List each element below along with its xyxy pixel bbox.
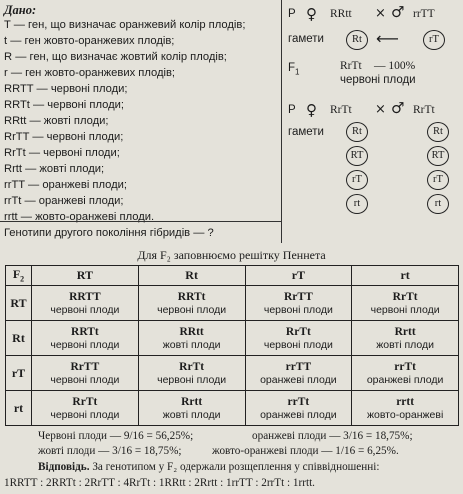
answer-ratio: 1RRTT : 2RRTt : 2RrTT : 4RrTt : 1RRtt : 2Rrtt : 1rrTT : 2rrTt : 1rrtt. <box>4 477 315 489</box>
table-row <box>6 356 459 391</box>
given-line: RRtt — жовті плоди; <box>4 115 109 127</box>
gamete-circle: rT <box>346 170 368 190</box>
given-section <box>0 0 282 243</box>
f1-genotype: RrTt <box>340 60 362 72</box>
cross-symbol: × <box>375 6 386 21</box>
punnett-cell: rrTt оранжеві плоди <box>352 356 459 391</box>
gametes-label: гамети <box>288 126 324 138</box>
result-yellow: жовті плоди — 3/16 = 18,75%; <box>38 445 182 457</box>
given-line: RrTT — червоні плоди; <box>4 131 124 143</box>
result-red: Червоні плоди — 9/16 = 56,25%; <box>38 430 194 442</box>
given-line: rrtt — жовто-оранжеві плоди. <box>4 211 155 223</box>
given-title: Дано: <box>4 3 37 17</box>
row-gamete: RT <box>6 286 32 321</box>
punnett-cell: RrTT червоні плоди <box>32 356 139 391</box>
given-line: Rrtt — жовті плоди; <box>4 163 105 175</box>
gamete-circle: Rt <box>346 30 368 50</box>
punnett-cell: RrTt червоні плоди <box>245 321 352 356</box>
given-line: RRTT — червоні плоди; <box>4 83 128 95</box>
punnett-cell: rrTT оранжеві плоди <box>245 356 352 391</box>
punnett-square <box>5 265 459 426</box>
given-line: t — ген жовто-оранжевих плодів; <box>4 35 175 47</box>
f1-phenotype: червоні плоди <box>340 74 416 86</box>
cross-symbol: × <box>375 102 386 117</box>
answer-line <box>38 461 379 473</box>
male-symbol-icon: ♂ <box>391 99 405 117</box>
parents-label: P <box>288 8 296 20</box>
punnett-cell: rrtt жовто-оранжеві <box>352 391 459 426</box>
given-line: rrTt — оранжеві плоди; <box>4 195 124 207</box>
column-gamete: rT <box>245 266 352 286</box>
punnett-cell: RRTt червоні плоди <box>138 286 245 321</box>
punnett-cell: rrTt оранжеві плоди <box>245 391 352 426</box>
given-line: R — ген, що визначає жовтий колір плодів; <box>4 51 227 63</box>
given-question: Генотипи другого покоління гібридів — ? <box>4 227 214 239</box>
given-line: rrTT — оранжеві плоди; <box>4 179 127 191</box>
gamete-circle: rt <box>427 194 449 214</box>
given-line: T — ген, що визначає оранжевий колір плодів; <box>4 19 246 31</box>
given-divider <box>0 221 282 222</box>
parent-female-genotype: RRtt <box>330 8 352 20</box>
punnett-cell: RrTt червоні плоди <box>32 391 139 426</box>
parent-male-genotype: RrTt <box>413 104 435 116</box>
gamete-circle: RT <box>346 146 368 166</box>
given-line: RRTt — червоні плоди; <box>4 99 124 111</box>
answer-label: Відповідь. <box>38 461 90 473</box>
punnett-cell: RrTt червоні плоди <box>138 356 245 391</box>
given-line: RrTt — червоні плоди; <box>4 147 120 159</box>
parents-label: P <box>288 104 296 116</box>
parent-male-genotype: rrTT <box>413 8 435 20</box>
corner-cell: $F_2$ <box>6 266 32 286</box>
given-line: r — ген жовто-оранжевих плодів; <box>4 67 176 79</box>
punnett-cell: RrTt червоні плоди <box>352 286 459 321</box>
column-gamete: rt <box>352 266 459 286</box>
punnett-cell: RRTt червоні плоди <box>32 321 139 356</box>
gamete-circle: rt <box>346 194 368 214</box>
punnett-cell: RRtt жовті плоди <box>138 321 245 356</box>
header-row <box>6 266 459 286</box>
table-row <box>6 321 459 356</box>
f1-percent: — 100% <box>374 60 416 72</box>
answer-text: За генотипом у F₂ одержали розщеплення у співвідношенні: <box>89 461 380 473</box>
column-gamete: Rt <box>138 266 245 286</box>
parent-female-genotype: RrTt <box>330 104 352 116</box>
arrow-left-icon: ⟵ <box>376 29 399 48</box>
gametes-label: гамети <box>288 33 324 45</box>
female-symbol-icon: ♀ <box>306 5 317 23</box>
row-gamete: Rt <box>6 321 32 356</box>
punnett-cell: RrTT червоні плоди <box>245 286 352 321</box>
result-orange: оранжеві плоди — 3/16 = 18,75%; <box>252 430 413 442</box>
column-gamete: RT <box>32 266 139 286</box>
punnett-cell: Rrtt жовті плоди <box>352 321 459 356</box>
female-symbol-icon: ♀ <box>306 101 317 119</box>
table-row <box>6 391 459 426</box>
male-symbol-icon: ♂ <box>391 3 405 21</box>
gamete-circle: RT <box>427 146 449 166</box>
gamete-circle: rT <box>423 30 445 50</box>
result-yellow-orange: жовто-оранжеві плоди — 1/16 = 6,25%. <box>212 445 399 457</box>
gamete-circle: Rt <box>427 122 449 142</box>
f1-label: $F_1$ <box>288 62 300 77</box>
gamete-circle: Rt <box>346 122 368 142</box>
row-gamete: rt <box>6 391 32 426</box>
row-gamete: rT <box>6 356 32 391</box>
gamete-circle: rT <box>427 170 449 190</box>
punnett-title: Для F₂ заповнюємо решітку Пеннета <box>137 248 326 262</box>
punnett-cell: RRTT червоні плоди <box>32 286 139 321</box>
punnett-cell: Rrtt жовті плоди <box>138 391 245 426</box>
table-row <box>6 286 459 321</box>
cross-scheme <box>282 0 463 243</box>
